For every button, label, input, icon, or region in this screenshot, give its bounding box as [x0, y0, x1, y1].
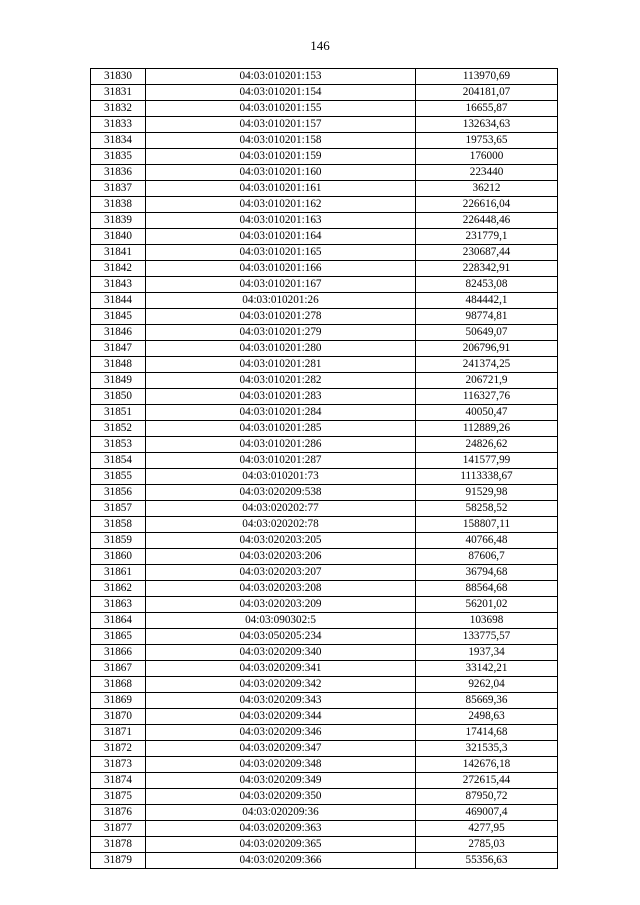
value-cell: 116327,76 [416, 389, 558, 405]
cadastral-number-cell: 04:03:020209:348 [146, 757, 416, 773]
value-cell: 1937,34 [416, 645, 558, 661]
row-number-cell: 31865 [91, 629, 146, 645]
table-row [91, 725, 558, 741]
value-cell: 9262,04 [416, 677, 558, 693]
value-cell: 4277,95 [416, 821, 558, 837]
value-cell: 469007,4 [416, 805, 558, 821]
cadastral-number-cell: 04:03:050205:234 [146, 629, 416, 645]
row-number-cell: 31878 [91, 837, 146, 853]
cadastral-number-cell: 04:03:010201:73 [146, 469, 416, 485]
row-number-cell: 31834 [91, 133, 146, 149]
cadastral-number-cell: 04:03:010201:284 [146, 405, 416, 421]
table-row [91, 373, 558, 389]
table-row [91, 197, 558, 213]
value-cell: 91529,98 [416, 485, 558, 501]
table-row [91, 757, 558, 773]
table-row [91, 405, 558, 421]
cadastral-number-cell: 04:03:010201:163 [146, 213, 416, 229]
value-cell: 87950,72 [416, 789, 558, 805]
table-row [91, 693, 558, 709]
cadastral-number-cell: 04:03:010201:26 [146, 293, 416, 309]
cadastral-number-cell: 04:03:010201:282 [146, 373, 416, 389]
cadastral-number-cell: 04:03:010201:159 [146, 149, 416, 165]
value-cell: 228342,91 [416, 261, 558, 277]
cadastral-number-cell: 04:03:090302:5 [146, 613, 416, 629]
row-number-cell: 31849 [91, 373, 146, 389]
value-cell: 36794,68 [416, 565, 558, 581]
value-cell: 141577,99 [416, 453, 558, 469]
cadastral-number-cell: 04:03:010201:158 [146, 133, 416, 149]
row-number-cell: 31860 [91, 549, 146, 565]
table-row [91, 453, 558, 469]
cadastral-number-cell: 04:03:010201:286 [146, 437, 416, 453]
table-row [91, 261, 558, 277]
table-row [91, 245, 558, 261]
value-cell: 112889,26 [416, 421, 558, 437]
row-number-cell: 31852 [91, 421, 146, 437]
cadastral-number-cell: 04:03:020209:365 [146, 837, 416, 853]
value-cell: 133775,57 [416, 629, 558, 645]
row-number-cell: 31879 [91, 853, 146, 869]
table-row [91, 133, 558, 149]
table-row [91, 517, 558, 533]
value-cell: 113970,69 [416, 69, 558, 85]
table-row [91, 213, 558, 229]
value-cell: 176000 [416, 149, 558, 165]
cadastral-number-cell: 04:03:020202:77 [146, 501, 416, 517]
table-row [91, 549, 558, 565]
table-row [91, 325, 558, 341]
cadastral-number-cell: 04:03:010201:161 [146, 181, 416, 197]
row-number-cell: 31867 [91, 661, 146, 677]
value-cell: 206721,9 [416, 373, 558, 389]
table-row [91, 709, 558, 725]
value-cell: 230687,44 [416, 245, 558, 261]
cadastral-number-cell: 04:03:020202:78 [146, 517, 416, 533]
cadastral-number-cell: 04:03:020209:343 [146, 693, 416, 709]
table-row [91, 117, 558, 133]
value-cell: 24826,62 [416, 437, 558, 453]
table-row [91, 821, 558, 837]
table-row [91, 341, 558, 357]
value-cell: 40050,47 [416, 405, 558, 421]
value-cell: 1113338,67 [416, 469, 558, 485]
cadastral-number-cell: 04:03:020209:350 [146, 789, 416, 805]
value-cell: 321535,3 [416, 741, 558, 757]
cadastral-number-cell: 04:03:010201:281 [146, 357, 416, 373]
row-number-cell: 31839 [91, 213, 146, 229]
cadastral-number-cell: 04:03:020203:208 [146, 581, 416, 597]
row-number-cell: 31833 [91, 117, 146, 133]
cadastral-number-cell: 04:03:010201:157 [146, 117, 416, 133]
value-cell: 33142,21 [416, 661, 558, 677]
cadastral-number-cell: 04:03:020209:347 [146, 741, 416, 757]
row-number-cell: 31857 [91, 501, 146, 517]
value-cell: 226616,04 [416, 197, 558, 213]
cadastral-number-cell: 04:03:020203:206 [146, 549, 416, 565]
table-row [91, 501, 558, 517]
row-number-cell: 31877 [91, 821, 146, 837]
value-cell: 98774,81 [416, 309, 558, 325]
row-number-cell: 31840 [91, 229, 146, 245]
cadastral-number-cell: 04:03:020209:366 [146, 853, 416, 869]
table-row [91, 277, 558, 293]
cadastral-number-cell: 04:03:020209:349 [146, 773, 416, 789]
row-number-cell: 31848 [91, 357, 146, 373]
cadastral-number-cell: 04:03:020203:205 [146, 533, 416, 549]
cadastral-number-cell: 04:03:020209:346 [146, 725, 416, 741]
value-cell: 241374,25 [416, 357, 558, 373]
table-row [91, 629, 558, 645]
row-number-cell: 31875 [91, 789, 146, 805]
cadastral-number-cell: 04:03:020209:363 [146, 821, 416, 837]
row-number-cell: 31855 [91, 469, 146, 485]
cadastral-number-cell: 04:03:020209:340 [146, 645, 416, 661]
cadastral-number-cell: 04:03:010201:162 [146, 197, 416, 213]
row-number-cell: 31846 [91, 325, 146, 341]
row-number-cell: 31851 [91, 405, 146, 421]
page-number: 146 [310, 38, 330, 53]
table-row [91, 581, 558, 597]
table-row [91, 613, 558, 629]
row-number-cell: 31866 [91, 645, 146, 661]
cadastral-number-cell: 04:03:010201:164 [146, 229, 416, 245]
table-row [91, 293, 558, 309]
cadastral-number-cell: 04:03:020209:344 [146, 709, 416, 725]
table-row [91, 853, 558, 869]
table-row [91, 165, 558, 181]
value-cell: 103698 [416, 613, 558, 629]
table-row [91, 181, 558, 197]
value-cell: 223440 [416, 165, 558, 181]
cadastral-number-cell: 04:03:020209:341 [146, 661, 416, 677]
row-number-cell: 31864 [91, 613, 146, 629]
cadastral-number-cell: 04:03:010201:279 [146, 325, 416, 341]
value-cell: 204181,07 [416, 85, 558, 101]
row-number-cell: 31868 [91, 677, 146, 693]
table-row [91, 597, 558, 613]
value-cell: 17414,68 [416, 725, 558, 741]
value-cell: 132634,63 [416, 117, 558, 133]
row-number-cell: 31832 [91, 101, 146, 117]
table-row [91, 437, 558, 453]
row-number-cell: 31859 [91, 533, 146, 549]
cadastral-number-cell: 04:03:010201:155 [146, 101, 416, 117]
row-number-cell: 31845 [91, 309, 146, 325]
value-cell: 56201,02 [416, 597, 558, 613]
table-row [91, 357, 558, 373]
row-number-cell: 31838 [91, 197, 146, 213]
value-cell: 85669,36 [416, 693, 558, 709]
value-cell: 272615,44 [416, 773, 558, 789]
cadastral-number-cell: 04:03:010201:283 [146, 389, 416, 405]
table-row [91, 741, 558, 757]
value-cell: 2498,63 [416, 709, 558, 725]
row-number-cell: 31862 [91, 581, 146, 597]
cadastral-number-cell: 04:03:010201:167 [146, 277, 416, 293]
row-number-cell: 31847 [91, 341, 146, 357]
row-number-cell: 31843 [91, 277, 146, 293]
table-row [91, 229, 558, 245]
row-number-cell: 31831 [91, 85, 146, 101]
table-row [91, 645, 558, 661]
table-row [91, 805, 558, 821]
value-cell: 2785,03 [416, 837, 558, 853]
cadastral-number-cell: 04:03:010201:153 [146, 69, 416, 85]
cadastral-number-cell: 04:03:010201:165 [146, 245, 416, 261]
value-cell: 226448,46 [416, 213, 558, 229]
table-row [91, 389, 558, 405]
cadastral-number-cell: 04:03:010201:160 [146, 165, 416, 181]
value-cell: 16655,87 [416, 101, 558, 117]
table-row [91, 789, 558, 805]
table-body [91, 69, 558, 869]
value-cell: 88564,68 [416, 581, 558, 597]
cadastral-number-cell: 04:03:010201:280 [146, 341, 416, 357]
row-number-cell: 31871 [91, 725, 146, 741]
value-cell: 142676,18 [416, 757, 558, 773]
cadastral-number-cell: 04:03:020203:209 [146, 597, 416, 613]
table-row [91, 69, 558, 85]
row-number-cell: 31853 [91, 437, 146, 453]
cadastral-number-cell: 04:03:010201:166 [146, 261, 416, 277]
row-number-cell: 31844 [91, 293, 146, 309]
cadastral-number-cell: 04:03:020209:538 [146, 485, 416, 501]
row-number-cell: 31876 [91, 805, 146, 821]
table-row [91, 149, 558, 165]
row-number-cell: 31850 [91, 389, 146, 405]
table-row [91, 837, 558, 853]
row-number-cell: 31863 [91, 597, 146, 613]
row-number-cell: 31858 [91, 517, 146, 533]
value-cell: 231779,1 [416, 229, 558, 245]
row-number-cell: 31872 [91, 741, 146, 757]
row-number-cell: 31861 [91, 565, 146, 581]
row-number-cell: 31830 [91, 69, 146, 85]
row-number-cell: 31836 [91, 165, 146, 181]
value-cell: 55356,63 [416, 853, 558, 869]
table-row [91, 309, 558, 325]
table-row [91, 565, 558, 581]
row-number-cell: 31842 [91, 261, 146, 277]
cadastral-number-cell: 04:03:020209:36 [146, 805, 416, 821]
row-number-cell: 31837 [91, 181, 146, 197]
value-cell: 158807,11 [416, 517, 558, 533]
row-number-cell: 31854 [91, 453, 146, 469]
value-cell: 484442,1 [416, 293, 558, 309]
value-cell: 82453,08 [416, 277, 558, 293]
cadastral-number-cell: 04:03:010201:154 [146, 85, 416, 101]
table-row [91, 469, 558, 485]
value-cell: 40766,48 [416, 533, 558, 549]
table-row [91, 421, 558, 437]
table-row [91, 533, 558, 549]
cadastral-number-cell: 04:03:020209:342 [146, 677, 416, 693]
row-number-cell: 31869 [91, 693, 146, 709]
table-row [91, 485, 558, 501]
cadastral-number-cell: 04:03:010201:287 [146, 453, 416, 469]
cadastral-number-cell: 04:03:020203:207 [146, 565, 416, 581]
cadastral-number-cell: 04:03:010201:285 [146, 421, 416, 437]
table-row [91, 661, 558, 677]
cadastral-value-table [90, 68, 558, 869]
row-number-cell: 31835 [91, 149, 146, 165]
value-cell: 36212 [416, 181, 558, 197]
value-cell: 87606,7 [416, 549, 558, 565]
value-cell: 206796,91 [416, 341, 558, 357]
row-number-cell: 31856 [91, 485, 146, 501]
value-cell: 19753,65 [416, 133, 558, 149]
cadastral-number-cell: 04:03:010201:278 [146, 309, 416, 325]
table-row [91, 677, 558, 693]
row-number-cell: 31870 [91, 709, 146, 725]
row-number-cell: 31874 [91, 773, 146, 789]
table-row [91, 85, 558, 101]
row-number-cell: 31873 [91, 757, 146, 773]
row-number-cell: 31841 [91, 245, 146, 261]
table-row [91, 773, 558, 789]
value-cell: 58258,52 [416, 501, 558, 517]
value-cell: 50649,07 [416, 325, 558, 341]
table-row [91, 101, 558, 117]
